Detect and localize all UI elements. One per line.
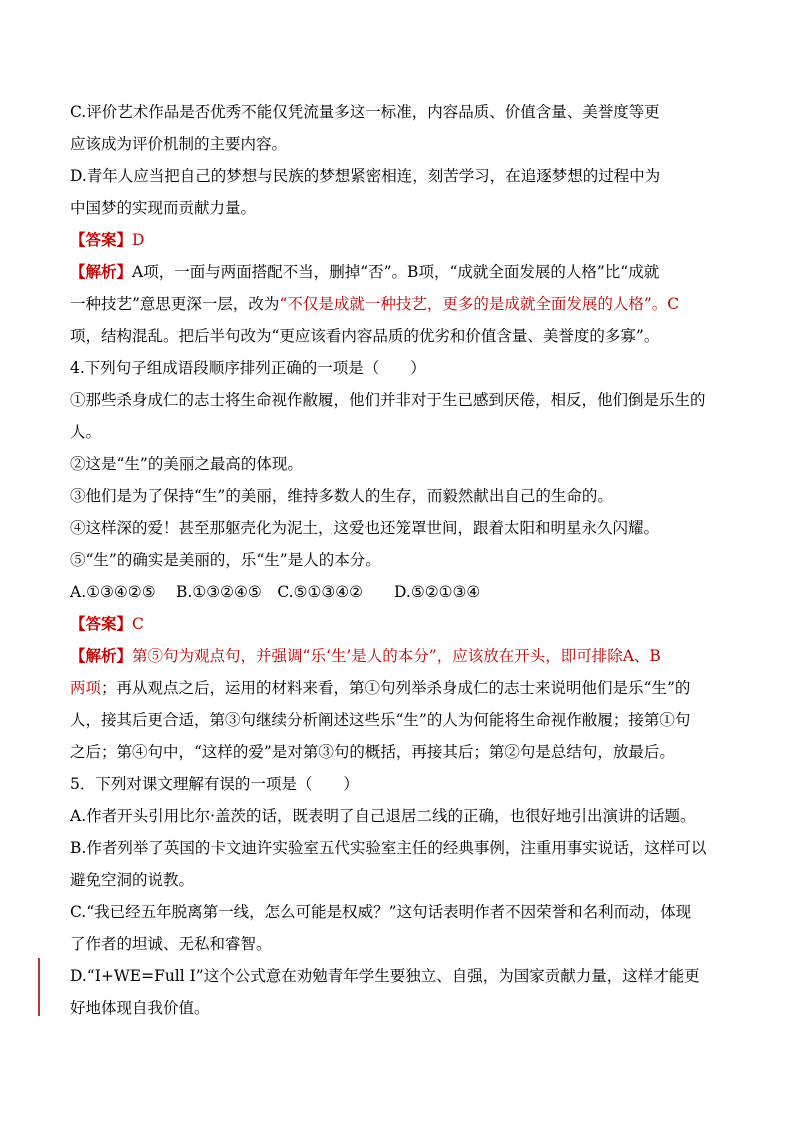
q3-option-c-line2: 应该成为评价机制的主要内容。 xyxy=(70,135,288,153)
q4-stem: 4.下列句子组成语段顺序排列正确的一项是（ ） xyxy=(70,359,426,377)
q5-option-b-line2: 避免空洞的说教。 xyxy=(70,871,195,889)
q4-sentence-5: ⑤“生”的确实是美丽的，乐“生”是人的本分。 xyxy=(70,551,381,569)
q4-analysis-line2 xyxy=(70,672,730,704)
q5-option-b-line1: B.作者列举了英国的卡文迪许实验室五代实验室主任的经典事例，注重用事实说话，这样可以 xyxy=(70,839,707,857)
q4-options: A.①③④②⑤ B.①③②④⑤ C.⑤①③④② D.⑤②①③④ xyxy=(70,583,481,601)
analysis-text: ；再从观点之后，运用的材料来看，第①句列举杀身成仁的志士来说明他们是乐“生”的 xyxy=(101,679,691,697)
q3-analysis-line2 xyxy=(70,288,730,320)
answer-value: C xyxy=(132,615,144,633)
analysis-tag: 【解析】 xyxy=(70,646,133,665)
q5-option-c-line1: C.“我已经五年脱离第一线，怎么可能是权威？”这句话表明作者不因荣誉和名利而动，体现 xyxy=(70,903,692,921)
q5-option-d-line2: 好地体现自我价值。 xyxy=(70,999,210,1017)
analysis-text-highlight: 第⑤句为观点句，并强调“乐‘生’是人的本分”，应该放在开头，即可排除A、B xyxy=(132,647,661,665)
q4-sentence-3: ③他们是为了保持“生”的美丽，维持多数人的生存，而毅然献出自己的生命的。 xyxy=(70,487,613,505)
q3-analysis-line1 xyxy=(70,256,730,288)
q5-stem: 5．下列对课文理解有误的一项是（ ） xyxy=(70,775,359,793)
q5-option-d-line1: D.“I+WE=Full I”这个公式意在劝勉青年学生要独立、自强，为国家贡献力量，这样才能更 xyxy=(70,967,700,985)
analysis-tag: 【解析】 xyxy=(70,262,133,281)
q5-option-a: A.作者开头引用比尔·盖茨的话，既表明了自己退居二线的正确，也很好地引出演讲的话题。 xyxy=(70,807,696,825)
q3-option-d-line1: D.青年人应当把自己的梦想与民族的梦想紧密相连，刻苦学习，在追逐梦想的过程中为 xyxy=(70,167,661,185)
analysis-text: A项，一面与两面搭配不当，删掉“否”。B项，“成就全面发展的人格”比“成就 xyxy=(132,263,660,281)
q3-answer xyxy=(70,224,730,256)
q4-analysis-line1 xyxy=(70,640,730,672)
analysis-text: 一种技艺”意思更深一层，改为 xyxy=(70,295,280,313)
q4-answer xyxy=(70,608,730,640)
answer-tag: 【答案】 xyxy=(70,230,133,249)
answer-tag: 【答案】 xyxy=(70,614,133,633)
q4-sentence-4: ④这样深的爱！甚至那躯壳化为泥土，这爱也还笼罩世间，跟着太阳和明星永久闪耀。 xyxy=(70,519,660,537)
q4-analysis-line3: 人，接其后更合适，第③句继续分析阐述这些乐“生”的人为何能将生命视作敝履；接第①句 xyxy=(70,711,691,729)
document-page xyxy=(70,96,730,1024)
q4-analysis-line4: 之后；第④句中，“这样的爱”是对第③句的概括，再接其后；第②句是总结句，放最后。 xyxy=(70,743,675,761)
answer-value: D xyxy=(132,231,145,249)
q3-analysis-line3: 项，结构混乱。把后半句改为“更应该看内容品质的优劣和价值含量、美誉度的多寡”。 xyxy=(70,327,660,345)
q4-sentence-2: ②这是“生”的美丽之最高的体现。 xyxy=(70,455,303,473)
analysis-text-highlight: 两项 xyxy=(70,679,102,697)
q4-sentence-1-line2: 人。 xyxy=(70,423,102,441)
q4-sentence-1-line1: ①那些杀身成仁的志士将生命视作敝履，他们并非对于生已感到厌倦，相反，他们倒是乐生的 xyxy=(70,391,706,409)
margin-change-bar xyxy=(38,958,40,1016)
q3-option-d-line2: 中国梦的实现而贡献力量。 xyxy=(70,199,257,217)
analysis-text-highlight: “不仅是成就一种技艺，更多的是成就全面发展的人格”。C xyxy=(279,295,680,313)
q3-option-c-line1: C.评价艺术作品是否优秀不能仅凭流量多这一标准，内容品质、价值含量、美誉度等更 xyxy=(70,103,660,121)
q5-option-c-line2: 了作者的坦诚、无私和睿智。 xyxy=(70,935,272,953)
